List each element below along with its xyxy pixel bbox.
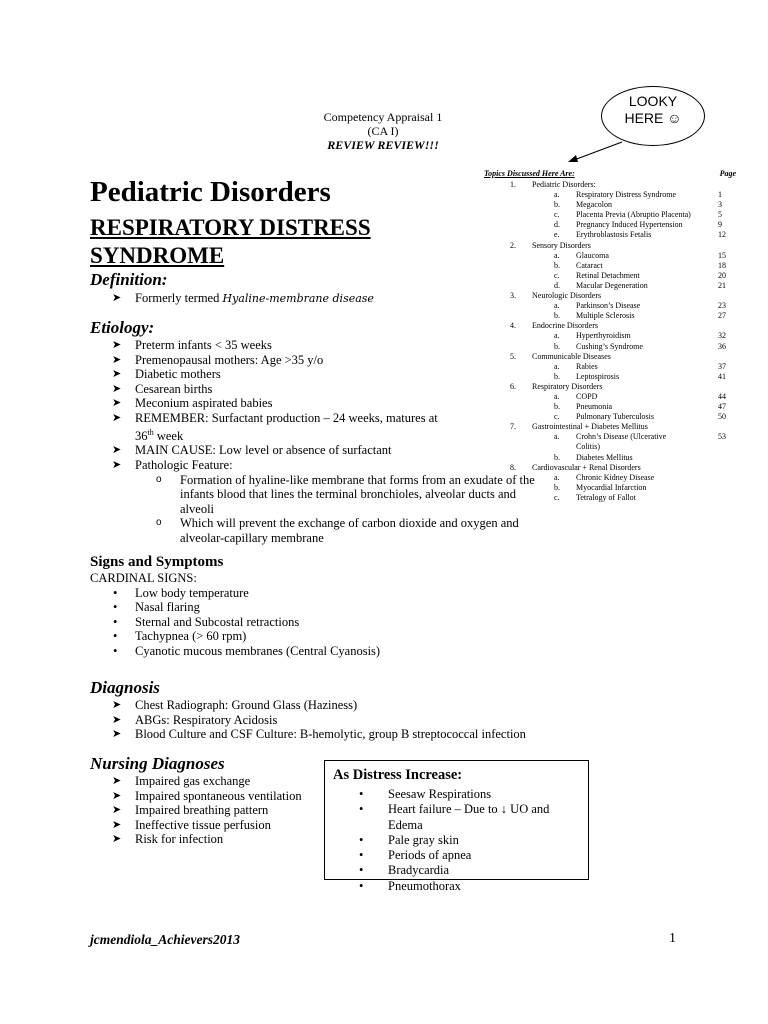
- toc-item-title: Pulmonary Tuberculosis: [576, 412, 655, 422]
- sign-text: Sternal and Subcostal retractions: [135, 614, 300, 629]
- toc-page-heading: Page: [719, 169, 736, 178]
- toc-item-page: 9: [718, 220, 722, 230]
- bullet-icon: •: [113, 614, 118, 629]
- toc-section-title: Cardiovascular + Renal Disorders: [532, 462, 641, 472]
- bullet-icon: •: [359, 832, 364, 847]
- cardinal-signs-label: CARDINAL SIGNS:: [90, 571, 197, 585]
- toc-item-title: Cushing’s Syndrome: [576, 341, 643, 351]
- list-item: [90, 727, 690, 742]
- toc-item-letter: b.: [554, 452, 560, 462]
- definition-term: Hyaline-membrane disease: [222, 292, 374, 305]
- list-item: [90, 713, 690, 728]
- diagnosis-text: Chest Radiograph: Ground Glass (Haziness): [135, 698, 358, 712]
- page-subtitle: RESPIRATORY DISTRESS SYNDROME: [90, 215, 371, 268]
- list-item: [90, 353, 470, 368]
- toc-section-number: 8.: [510, 462, 516, 472]
- toc-item-row: [484, 311, 738, 321]
- toc-item-page: 3: [718, 200, 722, 210]
- list-item: [90, 818, 320, 833]
- toc-item-letter: d.: [554, 280, 560, 290]
- circle-bullet-icon: o: [156, 517, 162, 529]
- toc-section-row: [484, 463, 738, 473]
- etiology-item-text-after: week: [153, 428, 184, 443]
- bullet-icon: •: [359, 863, 364, 878]
- toc-item-row: [484, 331, 738, 341]
- etiology-item-text: Premenopausal mothers: Age >35 y/o: [135, 352, 324, 367]
- list-item: [90, 291, 374, 307]
- toc-heading: Topics Discussed Here Are:: [484, 169, 575, 178]
- page-title: Pediatric Disorders: [90, 176, 331, 208]
- toc-item-row: [484, 442, 738, 452]
- list-item: [90, 629, 490, 644]
- bullet-icon: •: [359, 787, 364, 801]
- nursing-diagnoses-section: [90, 754, 320, 847]
- toc-item-letter: c.: [554, 492, 560, 502]
- toc-section-row: [484, 291, 738, 301]
- list-item: [90, 586, 490, 601]
- arrow-bullet-icon: ➤: [112, 458, 122, 471]
- diagnosis-text: Blood Culture and CSF Culture: B-hemolytic, group B streptococcal infection: [135, 727, 526, 742]
- toc-item-row: [484, 402, 738, 412]
- toc-item-page: 23: [718, 301, 726, 311]
- toc-item-row: [484, 271, 738, 281]
- toc-item-page: 21: [718, 280, 726, 290]
- toc-item-title: Myocardial Infarction: [576, 482, 647, 492]
- arrow-bullet-icon: ➤: [112, 728, 122, 741]
- nursing-text: Impaired gas exchange: [135, 774, 251, 788]
- toc-item-row: [484, 453, 738, 463]
- arrow-bullet-icon: ➤: [112, 411, 122, 424]
- toc-item-title: Rabies: [576, 361, 598, 371]
- etiology-item-text: Pathologic Feature:: [135, 457, 233, 472]
- distress-increase-box: [324, 760, 589, 893]
- toc-section-row: [484, 321, 738, 331]
- looky-line-2: HERE ☺: [624, 110, 682, 126]
- toc-item-page: 44: [718, 391, 726, 401]
- toc-item-title: Colitis): [576, 442, 601, 452]
- toc-item-row: [484, 281, 738, 291]
- definition-list: [90, 291, 374, 307]
- toc-item-page: 15: [718, 250, 726, 260]
- distress-list: [333, 787, 580, 894]
- toc-item-letter: c.: [554, 412, 560, 422]
- looky-line-1: LOOKY: [628, 93, 678, 109]
- list-item: [90, 600, 490, 615]
- toc-item-page: 12: [718, 230, 726, 240]
- toc-item-page: 37: [718, 361, 726, 371]
- toc-section-number: 7.: [510, 422, 516, 432]
- toc-section-title: Communicable Diseases: [532, 351, 611, 361]
- toc-section-row: [484, 241, 738, 251]
- list-item: [90, 516, 540, 545]
- sub-item-text: Formation of hyaline-like membrane that forms from an exudate of the infants blood that lines the terminal bronchioles, alveolar ducts and alveoli: [180, 472, 535, 516]
- etiology-item-text: Meconium aspirated babies: [135, 396, 273, 411]
- list-item: [90, 698, 690, 713]
- toc-item-title: Crohn’s Disease (Ulcerative: [576, 432, 667, 442]
- nursing-text: Risk for infection: [135, 832, 224, 847]
- distress-box-heading: As Distress Increase:: [333, 767, 463, 783]
- definition-section: [90, 270, 374, 307]
- toc-item-row: [484, 261, 738, 271]
- list-item: [90, 338, 470, 353]
- toc-item-row: [484, 412, 738, 422]
- arrow-bullet-icon: ➤: [112, 444, 122, 457]
- pathologic-feature-sublist: [90, 472, 535, 546]
- toc-item-page: 36: [718, 341, 726, 351]
- arrow-bullet-icon: ➤: [112, 833, 122, 846]
- list-item: [333, 833, 580, 848]
- looky-here-callout: [601, 86, 705, 146]
- list-item: [90, 832, 320, 847]
- toc-item-row: [484, 200, 738, 210]
- diagnosis-text: ABGs: Respiratory Acidosis: [135, 712, 278, 727]
- toc-item-letter: b.: [554, 371, 560, 381]
- arrow-bullet-icon: ➤: [112, 368, 122, 381]
- toc-item-letter: a.: [554, 391, 560, 401]
- toc-item-title: Diabetes Mellitus: [576, 452, 633, 462]
- toc-item-title: COPD: [576, 391, 598, 401]
- toc-section-title: Respiratory Disorders: [532, 381, 603, 391]
- etiology-heading: Etiology:: [90, 318, 155, 337]
- toc-section-row: [484, 180, 738, 190]
- distress-text: Pneumothorax: [388, 878, 461, 893]
- list-item: [90, 411, 455, 443]
- toc-item-title: Glaucoma: [576, 250, 609, 260]
- callout-arrow-icon: [560, 140, 640, 170]
- toc-item-letter: a.: [554, 361, 560, 371]
- bullet-icon: •: [359, 802, 364, 817]
- arrow-bullet-icon: ➤: [112, 353, 122, 366]
- toc-item-title: Retinal Detachment: [576, 270, 640, 280]
- toc-section-title: Neurologic Disorders: [532, 291, 602, 301]
- toc-item-title: Pneumonia: [576, 402, 612, 412]
- toc-item-page: 1: [718, 190, 722, 200]
- toc-section-title: Gastrointestinal + Diabetes Mellitus: [532, 422, 648, 432]
- toc-item-row: [484, 392, 738, 402]
- nursing-heading: Nursing Diagnoses: [90, 754, 225, 773]
- toc-item-letter: a.: [554, 331, 560, 341]
- toc-section-number: 5.: [510, 351, 516, 361]
- toc-item-row: [484, 251, 738, 261]
- header-line-1: Competency Appraisal 1: [323, 110, 443, 124]
- bullet-icon: •: [359, 848, 364, 863]
- toc-section-title: Sensory Disorders: [532, 240, 591, 250]
- toc-item-page: 18: [718, 260, 726, 270]
- footer-author: jcmendiola_Achievers2013: [90, 932, 240, 947]
- arrow-bullet-icon: ➤: [112, 339, 122, 351]
- distress-text: Heart failure – Due to ↓ UO and Edema: [388, 802, 550, 832]
- signs-section: [90, 554, 490, 659]
- etiology-item-text: REMEMBER: Surfactant production – 24 weeks, matures at 36: [135, 410, 438, 443]
- toc-item-letter: a.: [554, 432, 560, 442]
- list-item: [90, 396, 470, 411]
- sign-text: Nasal flaring: [135, 600, 200, 615]
- bullet-icon: •: [113, 629, 118, 644]
- toc-section-row: [484, 422, 738, 432]
- toc-item-letter: b.: [554, 260, 560, 270]
- nursing-text: Impaired breathing pattern: [135, 803, 269, 818]
- nursing-list: [90, 774, 320, 847]
- toc-item-page: 47: [718, 402, 726, 412]
- toc-section-row: [484, 352, 738, 362]
- toc-section-number: 1.: [510, 180, 516, 189]
- toc-item-letter: d.: [554, 220, 560, 230]
- arrow-bullet-icon: ➤: [112, 789, 122, 802]
- toc-item-page: 41: [718, 371, 726, 381]
- toc-item-title: Erythroblastosis Fetalis: [576, 230, 652, 240]
- bullet-icon: •: [359, 878, 364, 893]
- toc-item-letter: c.: [554, 270, 560, 280]
- toc-item-letter: a.: [554, 250, 560, 260]
- nursing-text: Impaired spontaneous ventilation: [135, 788, 302, 803]
- arrow-bullet-icon: ➤: [112, 382, 122, 395]
- distress-text: Seesaw Respirations: [388, 787, 492, 801]
- sign-text: Low body temperature: [135, 585, 249, 600]
- page-number: 1: [669, 931, 676, 946]
- toc-item-title: Pregnancy Induced Hypertension: [576, 220, 683, 230]
- etiology-item-text: Diabetic mothers: [135, 367, 221, 382]
- toc-item-title: Leptospirosis: [576, 371, 620, 381]
- toc-heading-row: [484, 169, 738, 180]
- etiology-item-text: Cesarean births: [135, 381, 213, 396]
- arrow-bullet-icon: ➤: [112, 292, 122, 304]
- list-item: [90, 473, 540, 517]
- toc-item-title: Multiple Sclerosis: [576, 311, 635, 321]
- toc-item-row: [484, 210, 738, 220]
- toc-item-title: Placenta Previa (Abruptio Placenta): [576, 210, 691, 220]
- toc-item-letter: b.: [554, 341, 560, 351]
- toc-item-title: Megacolon: [576, 200, 612, 210]
- list-item: [90, 367, 470, 382]
- toc-section-number: 6.: [510, 381, 516, 391]
- list-item: [333, 863, 580, 878]
- topics-table-of-contents: [484, 169, 738, 503]
- sign-text: Cyanotic mucous membranes (Central Cyanosis): [135, 643, 381, 658]
- distress-text: Pale gray skin: [388, 832, 459, 847]
- toc-item-letter: b.: [554, 402, 560, 412]
- toc-item-row: [484, 342, 738, 352]
- toc-item-row: [484, 432, 738, 442]
- toc-item-title: Cataract: [576, 260, 603, 270]
- toc-body: [484, 180, 738, 503]
- toc-item-title: Respiratory Distress Syndrome: [576, 190, 676, 200]
- etiology-section: [90, 318, 535, 545]
- sub-item-text: Which will prevent the exchange of carbon dioxide and oxygen and alveolar-capillary membrane: [180, 516, 519, 545]
- toc-item-row: [484, 362, 738, 372]
- document-header: [300, 110, 466, 152]
- toc-item-row: [484, 372, 738, 382]
- toc-item-page: 32: [718, 331, 726, 341]
- signs-list: [90, 586, 490, 659]
- toc-item-page: 27: [718, 311, 726, 321]
- toc-section-row: [484, 382, 738, 392]
- circle-bullet-icon: o: [156, 473, 162, 485]
- arrow-bullet-icon: ➤: [112, 775, 122, 787]
- definition-prefix: Formerly termed: [135, 291, 220, 305]
- toc-section-number: 3.: [510, 291, 516, 301]
- list-item: [90, 382, 470, 397]
- toc-item-letter: e.: [554, 230, 560, 240]
- sign-text: Tachypnea (> 60 rpm): [135, 629, 247, 644]
- toc-item-title: Macular Degeneration: [576, 280, 648, 290]
- bullet-icon: •: [113, 600, 118, 615]
- arrow-bullet-icon: ➤: [112, 699, 122, 711]
- toc-item-letter: a.: [554, 301, 560, 311]
- list-item: [333, 787, 580, 802]
- arrow-bullet-icon: ➤: [112, 713, 122, 726]
- toc-item-page: 20: [718, 270, 726, 280]
- toc-section-title: Endocrine Disorders: [532, 321, 598, 331]
- toc-item-row: [484, 301, 738, 311]
- arrow-bullet-icon: ➤: [112, 804, 122, 817]
- list-item: [333, 802, 580, 833]
- toc-item-row: [484, 190, 738, 200]
- toc-item-letter: a.: [554, 472, 560, 482]
- etiology-list: [90, 338, 470, 473]
- list-item: [90, 803, 320, 818]
- diagnosis-section: [90, 678, 690, 742]
- toc-item-title: Chronic Kidney Disease: [576, 472, 655, 482]
- list-item: [90, 458, 470, 473]
- header-line-3: REVIEW REVIEW!!!: [327, 138, 439, 152]
- diagnosis-list: [90, 698, 690, 742]
- toc-item-letter: a.: [554, 190, 560, 200]
- toc-item-title: Hyperthyroidism: [576, 331, 631, 341]
- signs-heading: Signs and Symptoms: [90, 554, 224, 570]
- toc-item-row: [484, 220, 738, 230]
- diagnosis-heading: Diagnosis: [90, 678, 160, 697]
- list-item: [90, 644, 490, 659]
- list-item: [333, 879, 580, 894]
- list-item: [90, 789, 320, 804]
- etiology-item-text: Preterm infants < 35 weeks: [135, 338, 272, 352]
- superscript: th: [147, 427, 154, 437]
- toc-item-letter: b.: [554, 482, 560, 492]
- toc-item-title: Tetralogy of Fallot: [576, 492, 636, 502]
- list-item: [90, 443, 470, 458]
- distress-text: Bradycardia: [388, 863, 450, 878]
- list-item: [333, 848, 580, 863]
- toc-item-row: [484, 230, 738, 240]
- list-item: [90, 615, 490, 630]
- toc-item-letter: b.: [554, 200, 560, 210]
- arrow-bullet-icon: ➤: [112, 397, 122, 410]
- etiology-item-text: MAIN CAUSE: Low level or absence of surfactant: [135, 443, 392, 458]
- toc-item-letter: b.: [554, 311, 560, 321]
- list-item: [90, 774, 320, 789]
- header-line-2: (CA I): [367, 124, 399, 138]
- bullet-icon: •: [113, 585, 118, 600]
- toc-item-page: 50: [718, 412, 726, 422]
- toc-item-title: Parkinson’s Disease: [576, 301, 641, 311]
- toc-section-number: 4.: [510, 321, 516, 331]
- nursing-text: Ineffective tissue perfusion: [135, 817, 271, 832]
- distress-text: Periods of apnea: [388, 848, 472, 863]
- arrow-bullet-icon: ➤: [112, 818, 122, 831]
- toc-section-number: 2.: [510, 240, 516, 250]
- toc-item-page: 5: [718, 210, 722, 220]
- toc-section-title: Pediatric Disorders:: [532, 180, 596, 189]
- definition-heading: Definition:: [90, 270, 168, 289]
- bullet-icon: •: [113, 643, 118, 658]
- toc-item-page: 53: [718, 432, 726, 442]
- toc-item-letter: c.: [554, 210, 560, 220]
